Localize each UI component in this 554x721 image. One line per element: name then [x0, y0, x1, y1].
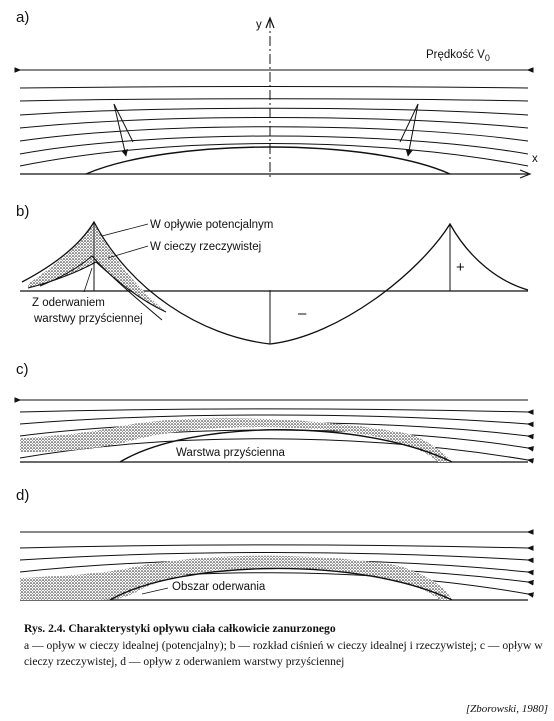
panel-b	[16, 203, 528, 344]
figure-caption	[24, 621, 544, 671]
caption-title: Rys. 2.4. Charakterystyki opływu ciała całkowicie zanurzonego	[24, 622, 336, 635]
panel-a	[16, 9, 538, 180]
panel-b-letter: b)	[16, 203, 30, 220]
panel-d	[16, 487, 528, 600]
source-citation: [Zborowski, 1980]	[465, 703, 548, 715]
y-axis-label: y	[256, 19, 262, 31]
panel-d-letter: d)	[16, 487, 30, 504]
body-shape-a	[86, 147, 450, 174]
panel-c	[16, 361, 528, 462]
plus-sign: +	[456, 259, 465, 276]
leader-line-d	[142, 588, 168, 594]
panel-c-letter: c)	[16, 361, 29, 378]
velocity-label: Prędkość $V_0$	[426, 49, 490, 63]
label-separation-region: Obszar oderwania	[172, 581, 266, 593]
label-boundary-layer: Warstwa przyścienna	[176, 447, 285, 459]
label-potential: W opływie potencjalnym	[150, 219, 274, 231]
pressure-arrows-a	[114, 104, 418, 156]
label-separation-line1: Z oderwaniem	[32, 297, 105, 309]
caption-body: a — opływ w cieczy idealnej (potencjalny); b — rozkład ciśnień w cieczy idealnej i rzeczywistej; c — opływ w cieczy rzeczywistej, d — opływ z oderwaniem warstwy przyściennej	[24, 638, 543, 668]
x-axis-label: x	[532, 153, 538, 165]
minus-sign: –	[298, 305, 307, 322]
label-separation-line2: warstwy przyściennej	[34, 313, 143, 325]
label-real: W cieczy rzeczywistej	[150, 241, 262, 253]
panel-a-letter: a)	[16, 9, 30, 26]
streamlines-a	[20, 70, 528, 166]
